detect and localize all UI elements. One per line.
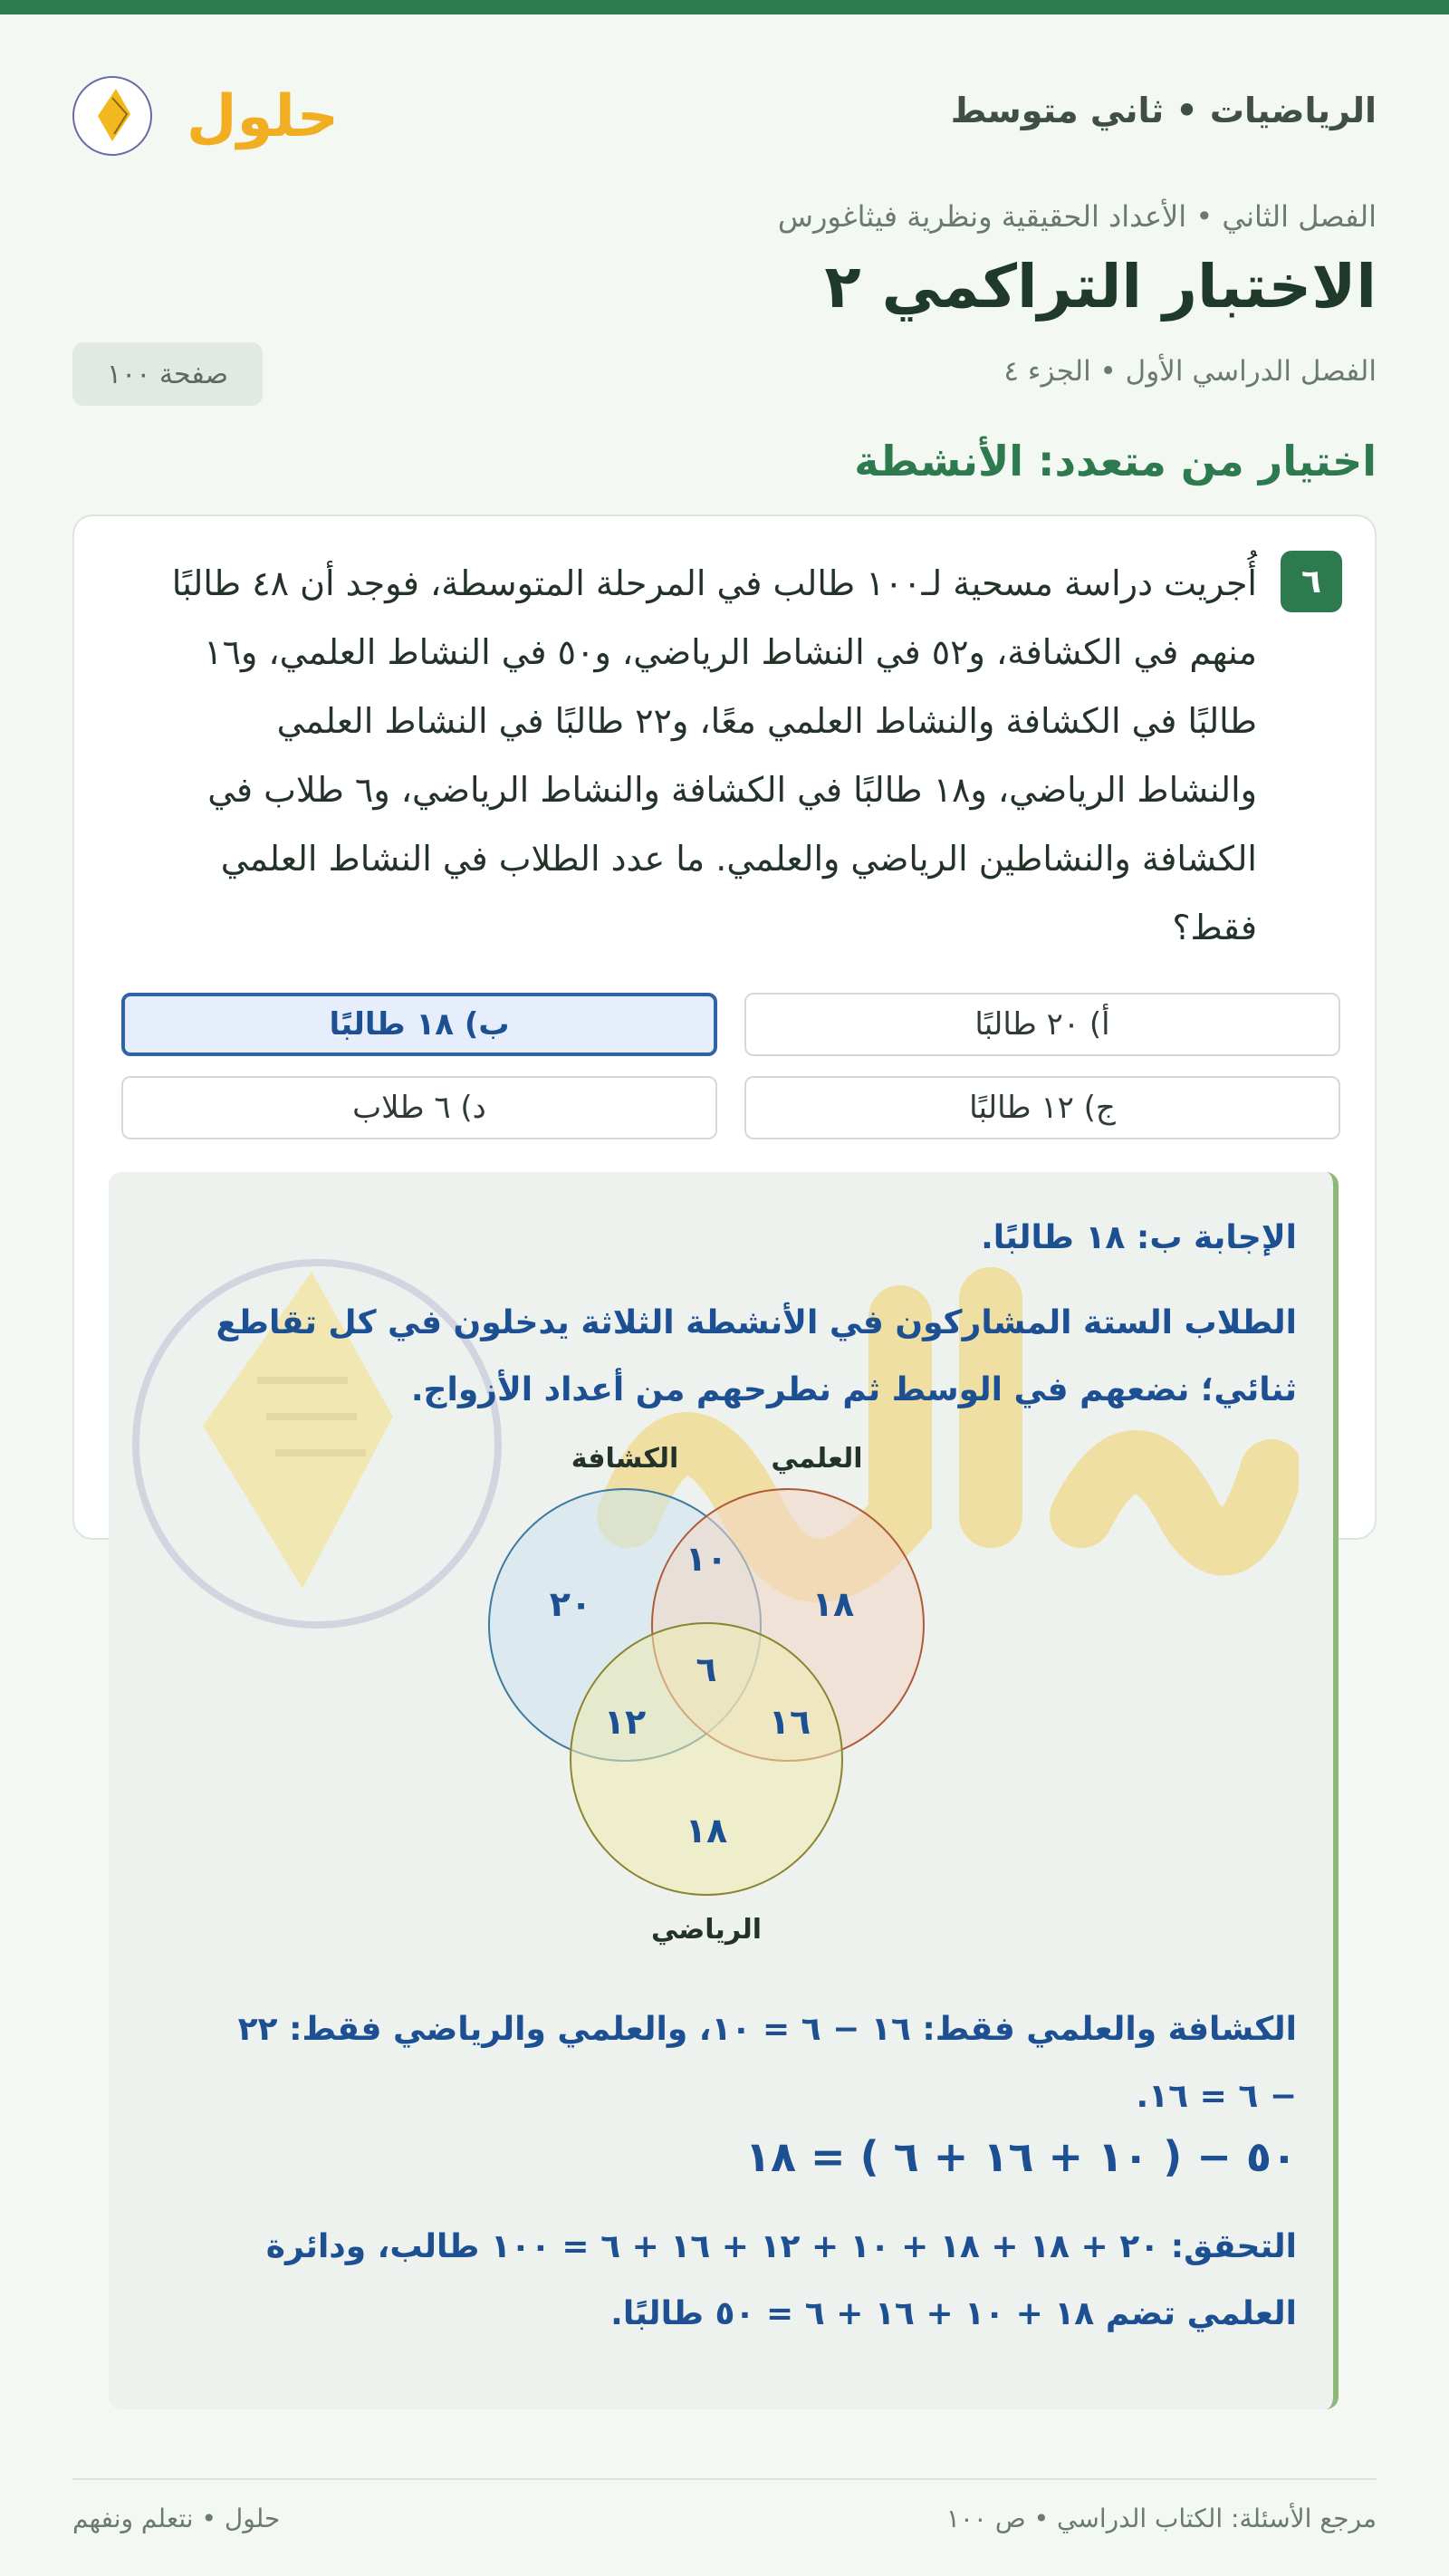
- answer-explanation: الطلاب الستة المشاركون في الأنشطة الثلاثة يدخلون في كل تقاطع ثنائي؛ نضعهم في الوسط ثم نطرحهم من أعداد الأزواج.: [216, 1304, 1297, 1408]
- page-badge: صفحة ١٠٠: [72, 342, 263, 406]
- venn-label-science: العلمي: [771, 1444, 863, 1475]
- region-scouts-only: ٢٠: [549, 1584, 592, 1624]
- question-card: [72, 514, 1377, 2332]
- region-all-three: ٦: [696, 1649, 717, 1689]
- check-line: التحقق: ٢٠ + ١٨ + ١٨ + ١٠ + ١٢ + ١٦ + ٦ = ١٠٠ طالب، ودائرة العلمي تضم ١٨ + ١٠ + ١٦ + ٦ = ٥٠ طالبًا.: [265, 2228, 1297, 2332]
- calc-line-result: ٥٠ − ( ١٠ + ١٦ + ٦ ) = ١٨: [744, 2132, 1297, 2181]
- subject-label: الرياضيات • ثاني متوسط: [950, 91, 1377, 130]
- venn-label-scouts: الكشافة: [571, 1444, 679, 1475]
- logo-wordmark: حلول: [187, 83, 339, 150]
- top-accent-bar: [0, 0, 1449, 14]
- chapter-label: الفصل الثاني • الأعداد الحقيقية ونظرية فيثاغورس: [777, 199, 1377, 234]
- calc-line-pairs: الكشافة والعلمي فقط: ١٦ − ٦ = ١٠، والعلمي والرياضي فقط: ٢٢ − ٦ = ١٦.: [237, 2011, 1297, 2115]
- region-scouts-science: ١٠: [685, 1539, 728, 1579]
- footer-divider: [72, 2478, 1377, 2480]
- option-b-selected[interactable]: ب) ١٨ طالبًا: [121, 993, 717, 1056]
- question-number: ٦: [1281, 551, 1342, 612]
- question-text: أُجريت دراسة مسحية لـ١٠٠ طالب في المرحلة المتوسطة، فوجد أن ٤٨ طالبًا منهم في الكشافة، و٥٢ في النشاط الرياضي، و٥٠ في النشاط العلمي، و١٦ طالبًا في الكشافة والنشاط العلمي معًا، و٢٢ طالبًا في النشاط العلمي والنشاط الرياضي، و١٨ طالبًا في الكشافة والنشاط الرياضي، و٦ طلاب في الكشافة والنشاطين الرياضي والعلمي. ما عدد الطلاب في النشاط العلمي فقط؟: [171, 563, 1257, 947]
- region-sports-only: ١٨: [685, 1811, 728, 1850]
- option-a[interactable]: أ) ٢٠ طالبًا: [744, 993, 1340, 1056]
- header: [72, 54, 1377, 172]
- page-title: الاختبار التراكمي ٢: [824, 252, 1377, 322]
- term-label: الفصل الدراسي الأول • الجزء ٤: [1003, 355, 1377, 388]
- hulul-logo[interactable]: [72, 62, 344, 170]
- region-scouts-sports: ١٢: [603, 1702, 647, 1742]
- venn-diagram: [471, 1444, 942, 1951]
- footer-brand: حلول • نتعلم ونفهم: [72, 2504, 281, 2533]
- answer-panel: [109, 1172, 1339, 2409]
- venn-label-sports: الرياضي: [650, 1914, 763, 1946]
- region-science-sports: ١٦: [768, 1702, 811, 1742]
- option-d[interactable]: د) ٦ طلاب: [121, 1076, 717, 1139]
- section-title: اختيار من متعدد: الأنشطة: [854, 437, 1377, 485]
- option-c[interactable]: ج) ١٢ طالبًا: [744, 1076, 1340, 1139]
- footer-reference: مرجع الأسئلة: الكتاب الدراسي • ص ١٠٠: [945, 2504, 1377, 2533]
- answer-heading: الإجابة ب: ١٨ طالبًا.: [981, 1219, 1297, 1256]
- region-science-only: ١٨: [811, 1584, 855, 1624]
